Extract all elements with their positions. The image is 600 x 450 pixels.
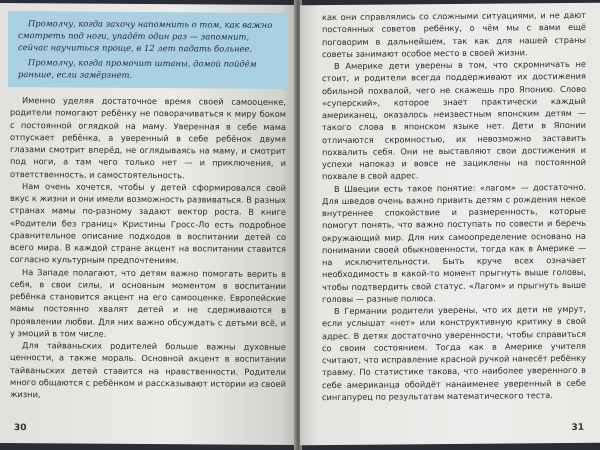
right-body-text xyxy=(300,3,600,404)
paragraph: как они справлялись со сложными ситуациями, и не дают постоянных советов ребёнку, о чём мы с вами ещё поговорим в дальнейшем, так как для нашей страны советы занимают особое место в своей жизни. xyxy=(322,9,586,59)
note-line: Промолчу, когда промочит штаны, домой пойдём раньше, если замёрзнет. xyxy=(18,56,257,80)
paragraph: Именно уделяя достаточное время своей самооценке, родители помогают ребёнку не поворачиваться к миру боком с постоянной оглядкой на маму. Уверенная в себе мама отпускает ребёнка, а уверенный в себе ребёнок двумя глазами смотрит вперёд, не оглядываясь на маму, и смотрит под ноги, а там чего только нет — и приключения, и ответственность, и самостоятельность. xyxy=(10,95,286,180)
paragraph: Нам очень хочется, чтобы у детей сформировался свой вкус к жизни и они имели возможность развиваться. В разных странах мамы по-разному задают вектор роста. В книге «Родители без границ» Кристины Гросс-Ло есть подробное сравнительное описание подходов в воспитании детей со всего мира. В каждой стране акцент на воспитании ставится согласно культурным предпочтениям. xyxy=(10,180,286,266)
paragraph: Для тайваньских родителей больше важны духовные ценности, а также мораль. Основной акцент в воспитании тайваньских детей ставится на нравственности. Родители много общаются с ребёнком и рассказывают истории из своей жизни, xyxy=(10,340,286,400)
paragraph: На Западе полагают, что детям важно помогать верить в себя, в свои силы, и основным моментом в воспитании ребёнка становится акцент на его самооценке. Европейские мамы постоянно хвалят детей и не сдерживаются в проявлении любви. Для них важно обсуждать с детьми всё, и у эмоций в том числе. xyxy=(10,266,286,339)
highlight-note xyxy=(8,11,288,89)
paragraph: В Америке дети уверены в том, что скромничать не стоит, и родители всегда поддерживают их достижения обильной похвалой, чего не скажешь про Японию. Слово «суперский», которое знает практически каждый американец, оказалось неизвестным японским детям — такого слова в японском языке нет. Дети в Японии отличаются скромностью, их невозможно заставить похвалить себя. Они не выставляют свои достижения и успехи напоказ и вовсе не зациклены на постоянной похвале в свой адрес. xyxy=(322,58,586,182)
paragraph: В Швеции есть такое понятие: «лагом» — достаточно. Для шведов очень важно привить детям с рождения некое внутреннее спокойствие и размеренность, которые помогут понять, что важно поступать по совести и беречь окружающий мир. Для них самоопределение основано на понимании своей обыкновенности, тогда как в Америке — на исключительности. Быть круче всех означает необходимость в какой-то момент прыгнуть выше головы, чтобы подтвердить свой статус. «Лагом» и прыгнуть выше головы — разные полюса. xyxy=(322,181,586,304)
left-body-text xyxy=(0,87,296,402)
page-number-right: 31 xyxy=(571,422,584,433)
right-page xyxy=(300,3,600,446)
note-line: Промолчу, когда захочу напомнить о том, как важно смотреть под ноги, упадёт один раз — запомнит, сейчас научиться проще, в 12 лет падать больнее. xyxy=(18,18,273,55)
page-number-left: 30 xyxy=(14,423,27,434)
left-page xyxy=(0,3,296,445)
paragraph: В Германии родители уверены, что их дети не умрут, если услышат «нет» или конструктивную критику в свой адрес. В детях достаточно уверенности, чтобы справиться со своим состоянием. Тогда как в Америке учителя считают, что исправление красной ручкой нанесёт ребёнку травму. По статистике такова, что наиболее уверенного в себе американца обойдёт нанаименее уверенный в себе сингапурец по результатам математического теста. xyxy=(322,303,586,402)
